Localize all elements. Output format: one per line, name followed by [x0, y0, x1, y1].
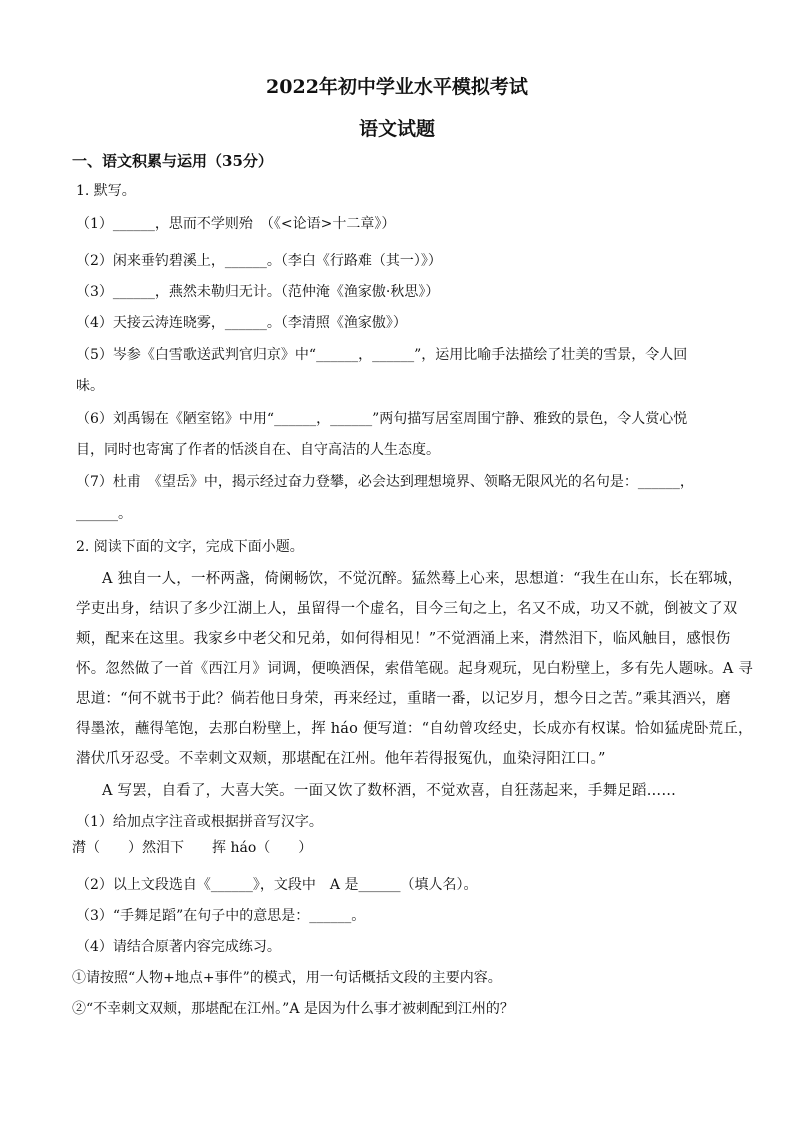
- passage-line: 潜伏爪牙忍受。不幸刺文双颊，那堪配在江州。他年若得报冤仇，血染浔阳江口。”: [76, 751, 606, 767]
- passage-line: 得墨浓，蘸得笔饱，去那白粉壁上，挥 háo 便写道：“自幼曾攻经史，长成亦有权谋。恰如猛虎卧荒丘，: [76, 721, 753, 737]
- q1-item: （5）岑参《白雪歌送武判官归京》中“______，______”，运用比喻手法描绘了壮美的雪景，令人回: [76, 347, 688, 363]
- question-1-stem: 1. 默写。: [76, 183, 136, 199]
- passage-line: 颊，配来在这里。我家乡中老父和兄弟，如何得相见！”不觉酒涌上来，潸然泪下，临风触目，感恨伤: [76, 631, 731, 647]
- q1-item-continued: ______。: [76, 506, 132, 522]
- exam-subtitle: 语文试题: [358, 118, 435, 140]
- question-2-stem: 2. 阅读下面的文字，完成下面小题。: [76, 539, 304, 555]
- q1-item: （6）刘禹锡在《陋室铭》中用“______，______”两句描写居室周围宁静、雅致的景色，令人赏心悦: [76, 411, 688, 427]
- passage-line: A 写罢，自看了，大喜大笑。一面又饮了数杯酒，不觉欢喜，自狂荡起来，手舞足蹈……: [102, 783, 677, 799]
- passage-line: 学吏出身，结识了多少江湖上人，虽留得一个虚名，目今三旬之上，名又不成，功又不就，倒被文了双: [76, 601, 738, 617]
- q1-item: （2）闲来垂钓碧溪上，______。（李白《行路难（其一）》）: [76, 253, 442, 269]
- q1-item: （1）______，思而不学则殆 （《<论语>十二章》）: [76, 216, 396, 232]
- q2-sub: （2）以上文段选自《______》，文段中 A 是______（填人名）。: [76, 877, 478, 893]
- passage-line: 怀。忽然做了一首《西江月》词调，便唤酒保，索借笔砚。起身观玩，见白粉壁上，多有先人题咏。A 寻: [76, 661, 753, 677]
- q2-sub: （4）请结合原著内容完成练习。: [76, 939, 281, 955]
- q1-item-continued: 目，同时也寄寓了作者的恬淡自在、自守高洁的人生态度。: [76, 442, 440, 458]
- q2-sub: ②“不幸刺文双颊，那堪配在江州。”A 是因为什么事才被刺配到江州的？: [72, 1001, 514, 1017]
- q2-sub: ①请按照“人物+地点+事件”的模式，用一句话概括文段的主要内容。: [72, 970, 502, 986]
- passage-line: 思道：“何不就书于此？倘若他日身荣，再来经过，重睹一番，以记岁月，想今日之苦。”乘其酒兴，磨: [76, 691, 731, 707]
- exam-title: 2022年初中学业水平模拟考试: [266, 76, 528, 98]
- passage-line: A 独自一人，一杯两盏，倚阑畅饮，不觉沉醉。猛然蓦上心来，思想道：“我生在山东，长在郓城，: [102, 571, 743, 587]
- q1-item: （3）______，燕然未勒归无计。（范仲淹《渔家傲·秋思》）: [76, 284, 440, 300]
- q1-item: （7）杜甫 《望岳》中，揭示经过奋力登攀，必会达到理想境界、领略无限风光的名句是：______，: [76, 474, 694, 490]
- q2-sub: （3）“手舞足蹈”在句子中的意思是：______。: [76, 908, 366, 924]
- q2-pinyin-blanks: 潸（ ）然泪下 挥 háo（ ）: [72, 840, 313, 856]
- section-heading: 一、语文积累与运用（35分）: [72, 152, 273, 170]
- q2-sub: （1）给加点字注音或根据拼音写汉字。: [76, 814, 323, 830]
- q1-item-continued: 味。: [76, 378, 104, 394]
- q1-item: （4）天接云涛连晓雾，______。（李清照《渔家傲》）: [76, 315, 407, 331]
